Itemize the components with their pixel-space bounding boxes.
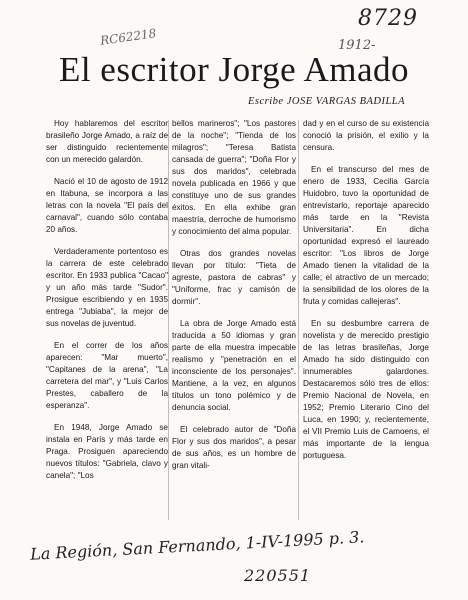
article-column-1 [46, 118, 168, 492]
handwritten-source-note: La Región, San Fernando, 1-IV-1995 p. 3. [29, 527, 365, 564]
paragraph: La obra de Jorge Amado está traducida a 50 idiomas y gran parte de ella muestra impecable realismo y "penetración en el inconsciente de los personajes". Mantiene, a la vez, en algunos títulos un tono polémico y de denuncia social. [172, 319, 296, 412]
paragraph: Otras dos grandes novelas llevan por título: "Tieta de agreste, pastora de cabras" y "Uniforme, frac y camisón de dormir". [172, 249, 296, 306]
article-column-3 [303, 118, 429, 472]
column-divider [298, 120, 299, 520]
article-column-2 [172, 118, 296, 482]
paragraph: bellos marineros"; "Los pastores de la noche"; "Tienda de los milagros"; "Teresa Batista cansada de guerra"; "Doña Flor y sus dos maridos", celebrada novela publicada en 1966 y que constituye uno de sus grandes éxitos. En ella exhibe gran maestría, derroche de humorismo y conocimiento del alma popular. [172, 119, 296, 236]
handwritten-bottom-number: 220551 [244, 566, 312, 585]
article-byline: Escribe JOSE VARGAS BADILLA [248, 96, 406, 107]
paragraph: Nació el 10 de agosto de 1912 en Itabuna, se incorpora a las letras con la novela "El país del carnaval", cuando sólo contaba 20 años. [46, 177, 168, 234]
paragraph: El celebrado autor de "Doña Flor y sus dos maridos", a pesar de sus años, es un hombre de gran vitali- [172, 425, 296, 470]
paragraph: En 1948, Jorge Amado se instala en París y más tarde en Praga. Prosiguen apareciendo nuevos títulos: "Gabriela, clavo y canela"; "Los [46, 423, 168, 480]
article-title: El escritor Jorge Amado [58, 50, 410, 89]
paragraph: En su desbumbre carrera de novelista y de merecido prestigio de las letras brasileñas, Jorge Amado ha sido distinguido con innumerables galardones. Destacaremos sólo tres de ellos: Premio Nacional de Novela, en 1952; Premio Literario Cino del Luca, en 1990; y, recientemente, el VII Premio Luis de Camoens, el más importante de la lengua portuguesa. [303, 319, 429, 460]
paragraph: Hoy hablaremos del escritor brasileño Jorge Amado, a raíz de ser distinguido recientemente con un merecido galardón. [46, 119, 168, 164]
column-divider [168, 120, 169, 520]
handwritten-year-mark: 1912- [338, 38, 376, 53]
handwritten-top-number: 8729 [358, 6, 418, 31]
paragraph: En el correr de los años aparecen: "Mar muerto", "Capitanes de la arena", "La carretera del mar", y "Luis Carlos Prestes, caballero de la esperanza". [46, 341, 168, 410]
paragraph: En el transcurso del mes de enero de 1933, Cecilia García Huidobro, tuvo la oportunidad de entrevistarlo, reportaje aparecido más tarde en la "Revista Universitaria". En dicha oportunidad expresó el laureado escritor: "Los libros de Jorge Amado tienen la vitalidad de la calle; el atractivo de un mercado; la sensibilidad de los olores de la fruta y comidas callejeras". [303, 165, 429, 306]
handwritten-catalog-code: RC62218 [99, 26, 158, 48]
paragraph: dad y en el curso de su existencia conoció la prisión, el exilio y la censura. [303, 119, 429, 152]
paragraph: Verdaderamente portentoso es la carrera de este celebrado escritor. En 1933 publica "Cacao" y un año más tarde "Sudor". Prosigue escribiendo y en 1935 entrega "Jubiaba", la mejor de sus novelas de juventud. [46, 247, 168, 328]
